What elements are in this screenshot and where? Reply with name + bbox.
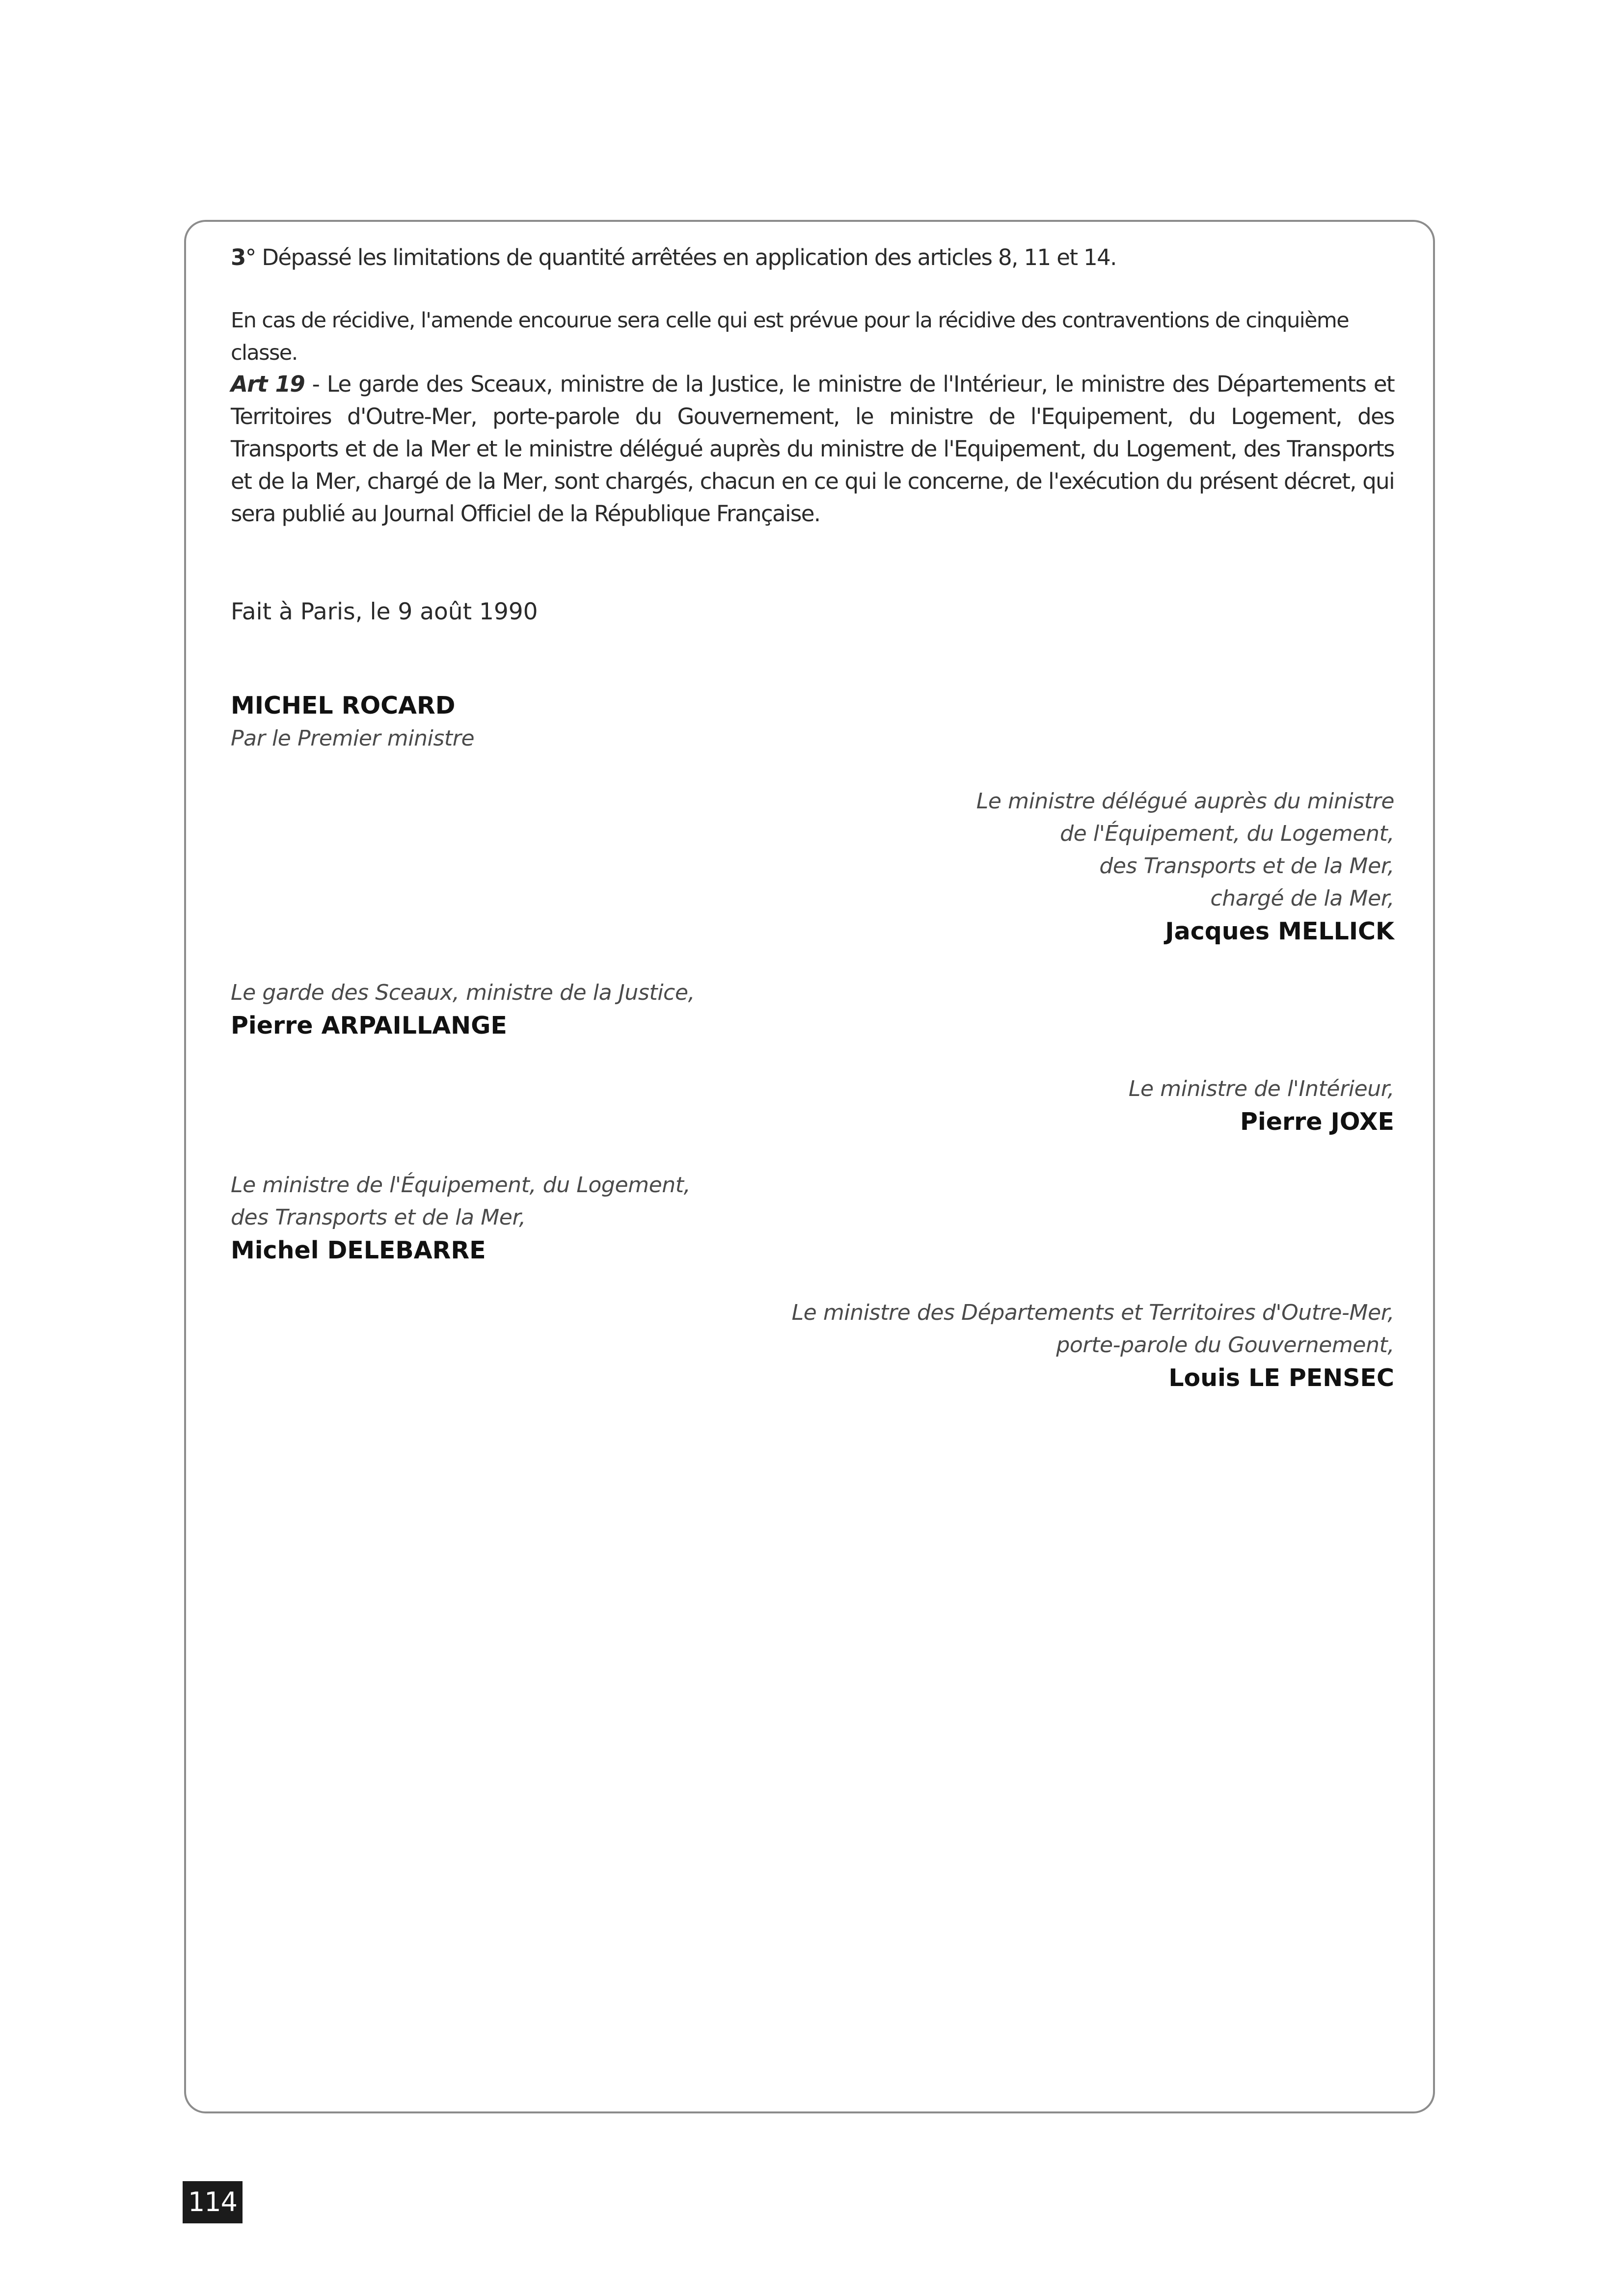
signature-title-line: de l'Équipement, du Logement,	[1060, 821, 1394, 846]
signature-name: Louis LE PENSEC	[1168, 1364, 1394, 1392]
signature-title-line: chargé de la Mer,	[1210, 886, 1394, 911]
signature-title-line: Le ministre des Départements et Territoires d'Outre-Mer,	[791, 1300, 1394, 1325]
signature-title-line: des Transports et de la Mer,	[1099, 854, 1394, 879]
signature-name: Pierre ARPAILLANGE	[231, 1012, 507, 1040]
item-3-degree: °	[245, 244, 256, 270]
article-19	[231, 368, 1394, 530]
signature-title-line: Le ministre délégué auprès du ministre	[976, 789, 1394, 814]
article-19-text: - Le garde des Sceaux, ministre de la Justice, le ministre de l'Intérieur, le ministre des Départements et Territoires d'Outre-Mer, porte-parole du Gouvernement, le ministre de l'Equipement, du Logement, des Transports et de la Mer et le ministre délégué auprès du ministre de l'Equipement, du Logement, des Transports et de la Mer, chargé de la Mer, sont chargés, chacun en ce qui le concerne, de l'exécution du présent décret, qui sera publié au Journal Officiel de la République Française.	[231, 371, 1394, 527]
signature-title-line: porte-parole du Gouvernement,	[1056, 1333, 1394, 1358]
signature-name: Michel DELEBARRE	[231, 1236, 486, 1264]
signature-arpaillange	[231, 977, 695, 1042]
signature-name: Jacques MELLICK	[1165, 917, 1394, 945]
signature-title-line: Le garde des Sceaux, ministre de la Justice,	[231, 980, 695, 1005]
signature-title: Par le Premier ministre	[231, 726, 475, 751]
signature-name: Pierre JOXE	[1240, 1108, 1394, 1136]
signature-joxe	[1129, 1073, 1394, 1139]
article-19-label: Art 19	[231, 371, 305, 397]
item-3-number: 3	[231, 244, 245, 270]
page-number: 114	[183, 2181, 243, 2223]
item-3	[231, 241, 1394, 274]
signature-title-line: Le ministre de l'Intérieur,	[1128, 1076, 1394, 1101]
item-3-text: Dépassé les limitations de quantité arrêtées en application des articles 8, 11 et 14.	[255, 244, 1116, 270]
signature-le-pensec	[792, 1297, 1394, 1395]
signature-title-line: Le ministre de l'Équipement, du Logement,	[231, 1173, 691, 1198]
signature-name: MICHEL ROCARD	[231, 692, 456, 720]
signature-delebarre	[231, 1169, 690, 1267]
recidive-paragraph: En cas de récidive, l'amende encourue sera celle qui est prévue pour la récidive des contraventions de cinquième classe.	[231, 308, 1349, 365]
signature-mellick	[976, 785, 1394, 948]
fait-a-paris: Fait à Paris, le 9 août 1990	[231, 598, 538, 625]
signature-title-line: des Transports et de la Mer,	[231, 1205, 526, 1230]
signature-rocard	[231, 689, 474, 755]
